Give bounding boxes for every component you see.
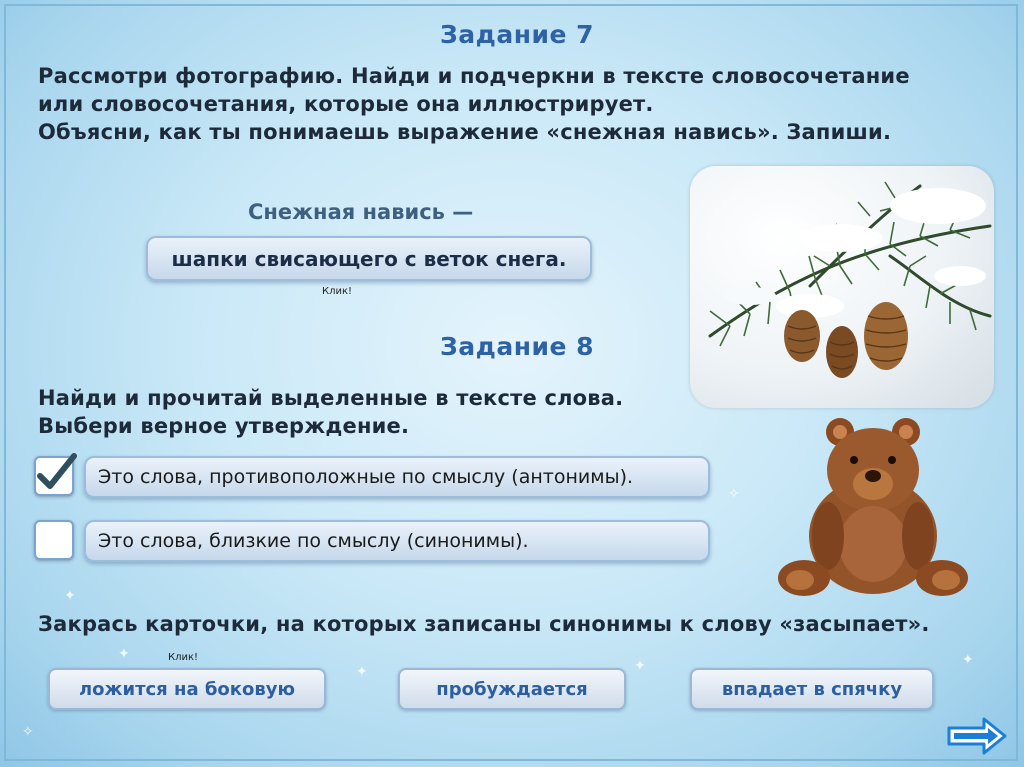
- sparkle-icon: ✦: [962, 652, 974, 668]
- definition-answer-label: шапки свисающего с веток снега.: [171, 246, 567, 271]
- task7-title: Задание 7: [440, 20, 595, 49]
- coloring-instruction: [38, 610, 930, 638]
- task8-text: [38, 384, 623, 440]
- click-hint: Клик!: [168, 652, 199, 663]
- sparkle-icon: ✦: [64, 588, 76, 604]
- sparkle-icon: ✦: [118, 646, 130, 662]
- card-label: ложится на боковую: [79, 678, 295, 700]
- sparkle-icon: ✧: [728, 486, 740, 502]
- card-label: пробуждается: [436, 678, 588, 700]
- task8-line: Выбери верное утверждение.: [38, 414, 410, 438]
- task8-line: Найди и прочитай выделенные в тексте слова.: [38, 386, 624, 410]
- task7-line: или словосочетания, которые она иллюстрирует.: [38, 92, 654, 116]
- card-vpadaet-v-spyachku[interactable]: [690, 668, 934, 710]
- option-label: Это слова, противоположные по смыслу (антонимы).: [98, 466, 634, 488]
- card-lozhitsya-na-bokovuyu[interactable]: [48, 668, 326, 710]
- card-probuzhdaetsya[interactable]: [398, 668, 626, 710]
- option-checkbox-antonyms[interactable]: [34, 456, 74, 496]
- sparkle-icon: ✧: [22, 724, 34, 740]
- task7-line: Объясни, как ты понимаешь выражение «снежная навись». Запиши.: [38, 120, 892, 144]
- option-antonyms[interactable]: [84, 456, 710, 498]
- task8-title: Задание 8: [440, 332, 595, 361]
- option-checkbox-synonyms[interactable]: [34, 520, 74, 560]
- click-hint: Клик!: [322, 286, 353, 297]
- task7-line: Рассмотри фотографию. Найди и подчеркни в тексте словосочетание: [38, 64, 910, 88]
- definition-title: Снежная навись —: [248, 200, 474, 224]
- task7-text: [38, 62, 910, 146]
- snowy-pine-branch-photo: [690, 166, 994, 408]
- checkmark-icon: [34, 452, 78, 492]
- sparkle-icon: ✦: [356, 664, 368, 680]
- card-label: впадает в спячку: [721, 678, 903, 700]
- brown-bear-icon: [776, 416, 970, 598]
- sparkle-icon: ✦: [634, 658, 646, 674]
- option-synonyms[interactable]: [84, 520, 710, 562]
- next-arrow-icon[interactable]: [946, 716, 1008, 756]
- option-label: Это слова, близкие по смыслу (синонимы).: [98, 530, 529, 552]
- pine-branch-illustration: [690, 166, 994, 408]
- coloring-instruction-text: Закрась карточки, на которых записаны синонимы к слову «засыпает».: [38, 612, 930, 636]
- definition-answer-button[interactable]: [146, 236, 592, 281]
